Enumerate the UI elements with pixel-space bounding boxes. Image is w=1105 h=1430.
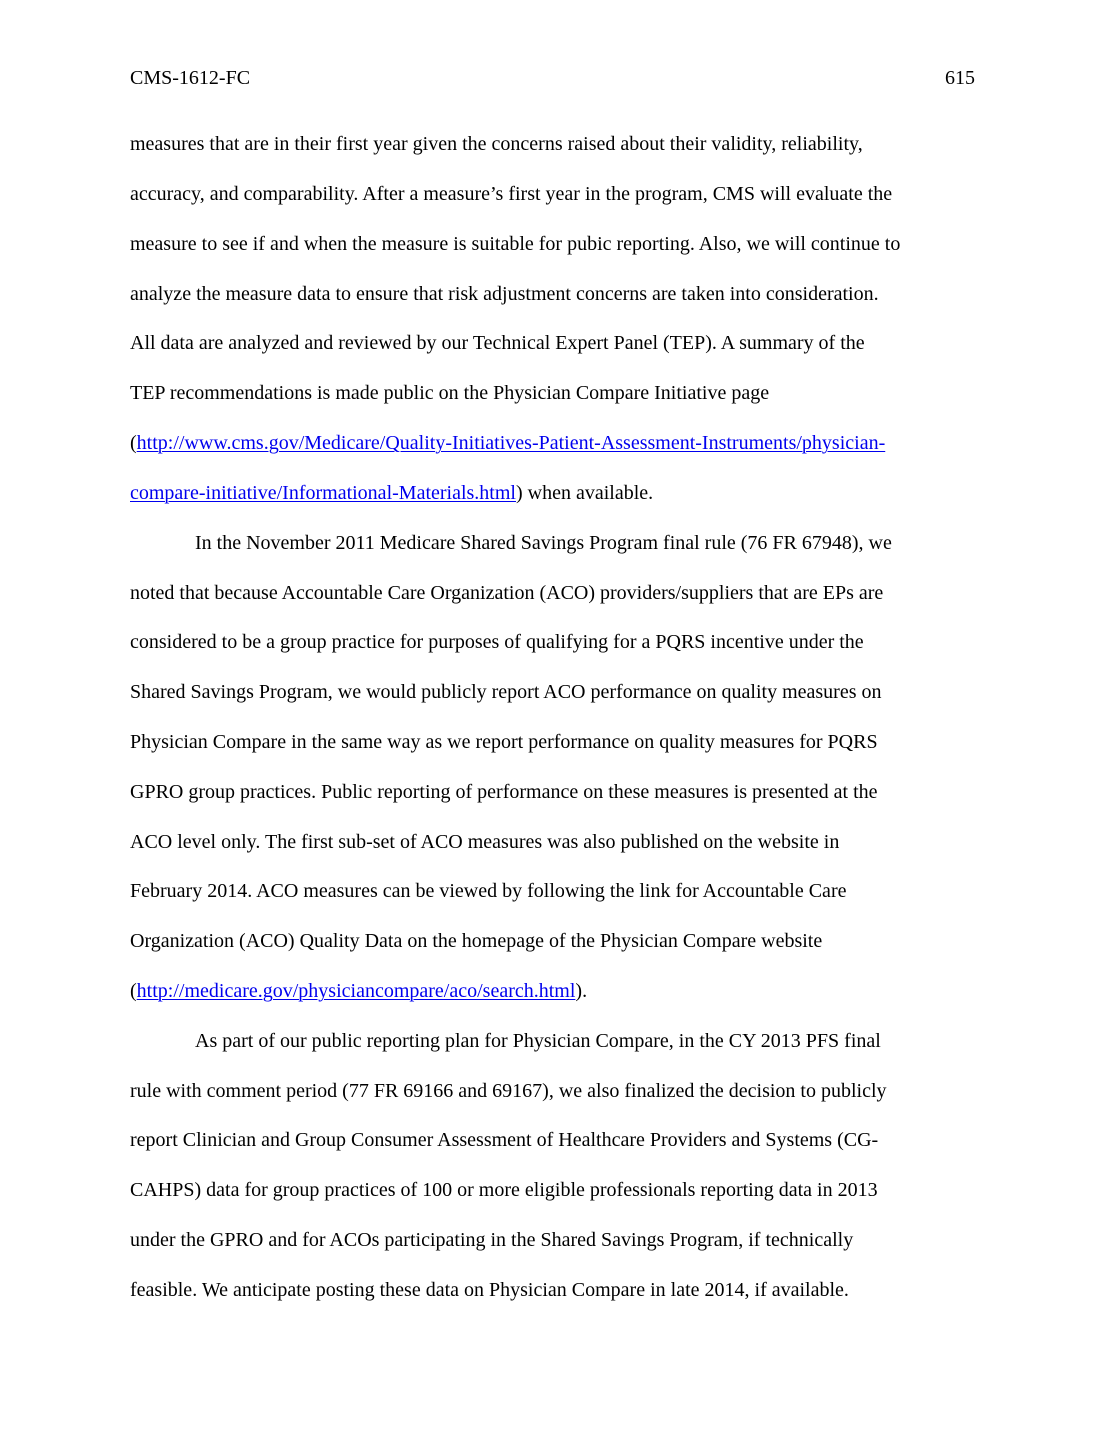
text-line: noted that because Accountable Care Organization (ACO) providers/suppliers that are EPs are	[130, 582, 884, 604]
text-line: TEP recommendations is made public on the Physician Compare Initiative page	[130, 382, 770, 404]
text-line: CAHPS) data for group practices of 100 or more eligible professionals reporting data in 2013	[130, 1179, 878, 1201]
text-line: Shared Savings Program, we would publicly report ACO performance on quality measures on	[130, 681, 882, 703]
text-line: February 2014. ACO measures can be viewed by following the link for Accountable Care	[130, 880, 847, 902]
text-fragment: ) when available.	[515, 482, 654, 504]
text-line: accuracy, and comparability. After a measure’s first year in the program, CMS will evaluate the	[130, 183, 893, 205]
text-line: under the GPRO and for ACOs participating in the Shared Savings Program, if technically	[130, 1229, 854, 1251]
text-fragment: (	[130, 432, 137, 454]
text-line: All data are analyzed and reviewed by our Technical Expert Panel (TEP). A summary of the	[130, 332, 865, 354]
text-line	[130, 977, 587, 1005]
aco-search-link[interactable]: http://medicare.gov/physiciancompare/aco/search.html	[136, 980, 576, 1002]
text-line: ACO level only. The first sub-set of ACO measures was also published on the website in	[130, 831, 840, 853]
text-line: As part of our public reporting plan for Physician Compare, in the CY 2013 PFS final	[195, 1030, 881, 1052]
text-line: In the November 2011 Medicare Shared Savings Program final rule (76 FR 67948), we	[195, 532, 892, 554]
document-id: CMS-1612-FC	[130, 67, 251, 89]
text-line: feasible. We anticipate posting these data on Physician Compare in late 2014, if available.	[130, 1279, 849, 1301]
text-fragment: (	[130, 980, 137, 1002]
text-line	[130, 429, 885, 457]
text-fragment: ).	[575, 980, 588, 1002]
text-line: GPRO group practices. Public reporting of performance on these measures is presented at the	[130, 781, 878, 803]
text-line: measures that are in their first year given the concerns raised about their validity, reliability,	[130, 133, 863, 155]
page-number: 615	[945, 67, 975, 89]
text-line: report Clinician and Group Consumer Assessment of Healthcare Providers and Systems (CG-	[130, 1129, 879, 1151]
text-line: Physician Compare in the same way as we report performance on quality measures for PQRS	[130, 731, 878, 753]
initiative-page-link[interactable]: http://www.cms.gov/Medicare/Quality-Initiatives-Patient-Assessment-Instruments/physician-	[136, 432, 886, 454]
text-line: analyze the measure data to ensure that risk adjustment concerns are taken into consideration.	[130, 283, 879, 305]
text-line: considered to be a group practice for purposes of qualifying for a PQRS incentive under the	[130, 631, 864, 653]
text-line: Organization (ACO) Quality Data on the homepage of the Physician Compare website	[130, 930, 823, 952]
initiative-page-link-continued[interactable]: compare-initiative/Informational-Materials.html	[130, 482, 516, 504]
text-line: rule with comment period (77 FR 69166 and 69167), we also finalized the decision to publicly	[130, 1080, 887, 1102]
text-line	[130, 479, 653, 507]
text-line: measure to see if and when the measure is suitable for pubic reporting. Also, we will continue to	[130, 233, 901, 255]
